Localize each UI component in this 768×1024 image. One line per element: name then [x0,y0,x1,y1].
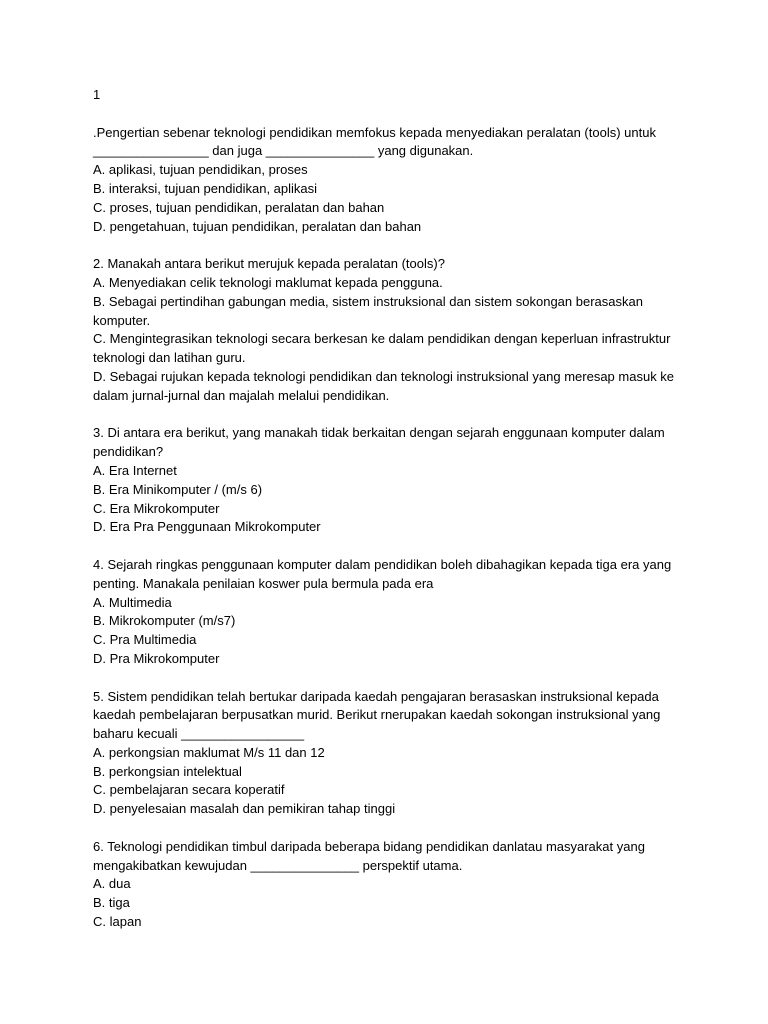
question-stem: 4. Sejarah ringkas penggunaan komputer dalam pendidikan boleh dibahagikan kepada tiga era yang penting. Manakala penilaian koswer pula bermula pada era [93,556,672,591]
option-a: A. Era Internet [93,462,177,478]
answer-options [93,594,683,669]
option-a: A. Multimedia [93,594,172,610]
question-stem: 5. Sistem pendidikan telah bertukar daripada kaedah pengajaran berasaskan instruksional kepada kaedah pembelajaran berpusatkan murid. Berikut rnerupakan kaedah sokongan instruksional yang baharu kecuali _________________ [93,688,661,742]
answer-options [93,274,683,406]
option-d: D. Era Pra Penggunaan Mikrokomputer [93,519,321,535]
page-number: 1 [93,87,101,102]
question-4 [93,556,683,669]
answer-options [93,875,683,931]
option-d: D. Sebagai rujukan kepada teknologi pendidikan dan teknologi instruksional yang meresap masuk ke dalam jurnal-jurnal dan majalah melalui pendidikan. [93,368,675,403]
question-6 [93,838,683,932]
option-c: C. Era Mikrokomputer [93,500,220,516]
question-5 [93,688,683,820]
option-b: B. Era Minikomputer / (m/s 6) [93,481,263,497]
question-1 [93,124,683,237]
option-c: C. Pra Multimedia [93,632,197,648]
option-c: C. pembelajaran secara koperatif [93,782,285,798]
question-stem: 6. Teknologi pendidikan timbul daripada beberapa bidang pendidikan danlatau masyarakat yang mengakibatkan kewujudan _______________ perspektif utama. [93,838,645,873]
option-c: C. Mengintegrasikan teknologi secara berkesan ke dalam pendidikan dengan keperluan infrastruktur teknologi dan latihan guru. [93,331,671,366]
option-d: D. Pra Mikrokomputer [93,650,220,666]
option-c: C. proses, tujuan pendidikan, peralatan dan bahan [93,199,385,215]
option-c: C. lapan [93,914,142,930]
question-2 [93,255,683,405]
option-b: B. interaksi, tujuan pendidikan, aplikasi [93,180,318,196]
answer-options [93,161,683,236]
option-d: D. pengetahuan, tujuan pendidikan, peralatan dan bahan [93,218,422,234]
option-b: B. Mikrokomputer (m/s7) [93,613,236,629]
document-page [93,86,683,951]
option-a: A. aplikasi, tujuan pendidikan, proses [93,162,308,178]
answer-options [93,744,683,819]
option-a: A. Menyediakan celik teknologi maklumat kepada pengguna. [93,274,443,290]
question-stem: 3. Di antara era berikut, yang manakah tidak berkaitan dengan sejarah enggunaan komputer dalam pendidikan? [93,425,665,460]
question-3 [93,424,683,537]
option-d: D. penyelesaian masalah dan pemikiran tahap tinggi [93,801,396,817]
option-b: B. tiga [93,895,130,911]
question-stem: 2. Manakah antara berikut merujuk kepada peralatan (tools)? [93,256,445,272]
option-b: B. Sebagai pertindihan gabungan media, sistem instruksional dan sistem sokongan berasaskan komputer. [93,293,643,328]
question-stem: .Pengertian sebenar teknologi pendidikan memfokus kepada menyediakan peralatan (tools) untuk ________________ dan juga _______________ yang digunakan. [93,124,656,159]
option-a: A. perkongsian maklumat M/s 11 dan 12 [93,744,325,760]
option-b: B. perkongsian intelektual [93,763,242,779]
answer-options [93,462,683,537]
option-a: A. dua [93,876,131,892]
